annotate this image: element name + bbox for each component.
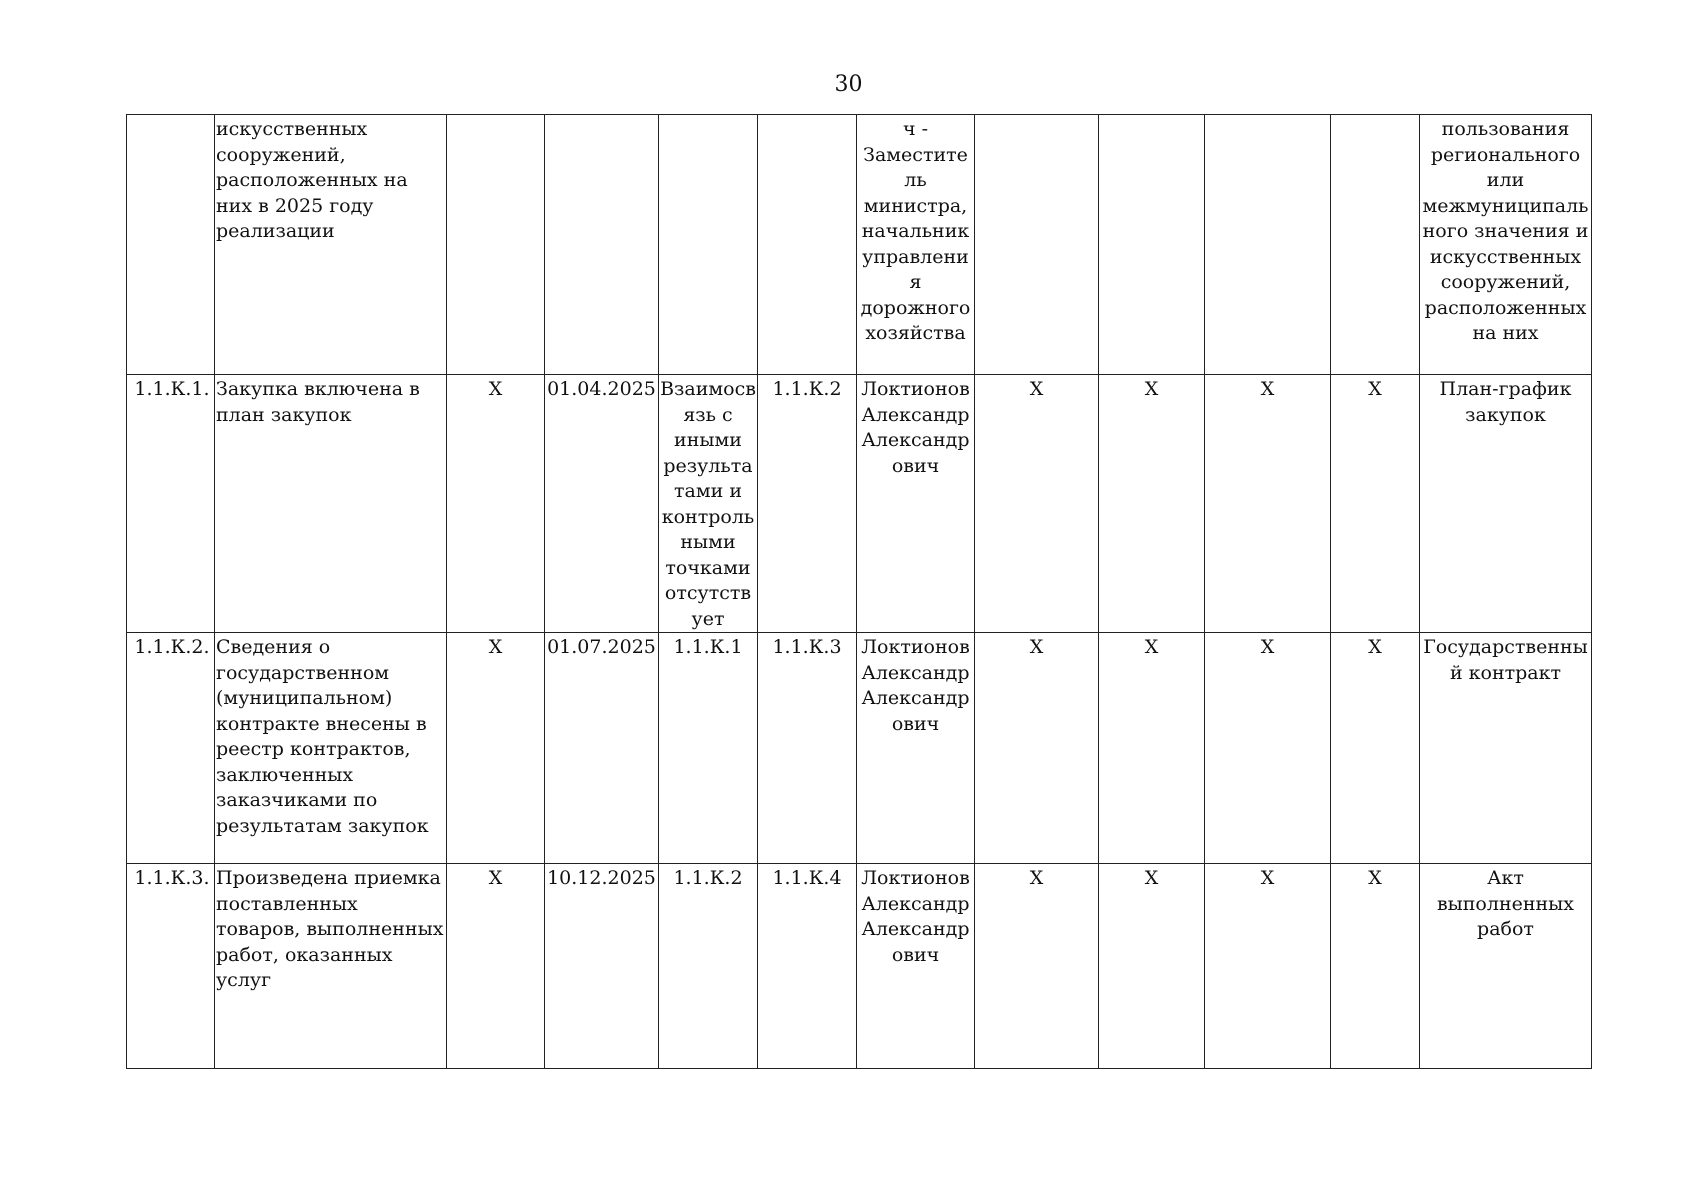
row-name-cell: Закупка включена в план закупок — [215, 375, 447, 633]
row-date-cell — [545, 115, 659, 375]
row-responsible-cell: ч - Заместитель министра, начальник управления дорожного хозяйства — [857, 115, 975, 375]
row-id-cell: 1.1.К.1. — [127, 375, 215, 633]
control-points-table — [126, 114, 1592, 1069]
row-document-cell: План-график закупок — [1420, 375, 1592, 633]
row-responsible-cell: Локтионов Александр Александрович — [857, 864, 975, 1069]
row-responsible-cell: Локтионов Александр Александрович — [857, 375, 975, 633]
row-successor-cell: 1.1.К.2 — [758, 375, 857, 633]
row-predecessor-cell: Взаимосвязь с иными результатами и контрольными точками отсутствует — [659, 375, 758, 633]
row-name-cell: Произведена приемка поставленных товаров, выполненных работ, оказанных услуг — [215, 864, 447, 1069]
row-col9-cell: Х — [1099, 633, 1205, 864]
row-name-cell: искусственных сооружений, расположенных на них в 2025 году реализации — [215, 115, 447, 375]
row-date-cell: 01.04.2025 — [545, 375, 659, 633]
row-col10-cell: Х — [1205, 375, 1331, 633]
row-col10-cell: Х — [1205, 864, 1331, 1069]
row-col10-cell: Х — [1205, 633, 1331, 864]
row-col8-cell: Х — [975, 864, 1099, 1069]
table-row — [127, 375, 1592, 633]
row-predecessor-cell: 1.1.К.1 — [659, 633, 758, 864]
table-row — [127, 864, 1592, 1069]
row-document-cell: Акт выполненных работ — [1420, 864, 1592, 1069]
row-date-cell: 01.07.2025 — [545, 633, 659, 864]
row-responsible-cell: Локтионов Александр Александрович — [857, 633, 975, 864]
row-predecessor-cell: 1.1.К.2 — [659, 864, 758, 1069]
table-row — [127, 115, 1592, 375]
row-document-cell: Государственный контракт — [1420, 633, 1592, 864]
row-col3-cell: Х — [447, 864, 545, 1069]
row-col3-cell: Х — [447, 375, 545, 633]
row-col3-cell — [447, 115, 545, 375]
row-date-cell: 10.12.2025 — [545, 864, 659, 1069]
row-id-cell: 1.1.К.2. — [127, 633, 215, 864]
row-col3-cell: Х — [447, 633, 545, 864]
row-col9-cell — [1099, 115, 1205, 375]
row-col9-cell: Х — [1099, 864, 1205, 1069]
row-col11-cell: Х — [1331, 864, 1420, 1069]
row-col10-cell — [1205, 115, 1331, 375]
row-col11-cell: Х — [1331, 375, 1420, 633]
row-col8-cell: Х — [975, 633, 1099, 864]
row-successor-cell: 1.1.К.3 — [758, 633, 857, 864]
row-id-cell — [127, 115, 215, 375]
row-col11-cell: Х — [1331, 633, 1420, 864]
row-col8-cell: Х — [975, 375, 1099, 633]
row-predecessor-cell — [659, 115, 758, 375]
row-id-cell: 1.1.К.3. — [127, 864, 215, 1069]
row-successor-cell: 1.1.К.4 — [758, 864, 857, 1069]
row-col9-cell: Х — [1099, 375, 1205, 633]
row-name-cell: Сведения о государственном (муниципальном) контракте внесены в реестр контрактов, заключенных заказчиками по результатам закупок — [215, 633, 447, 864]
row-col8-cell — [975, 115, 1099, 375]
table-row — [127, 633, 1592, 864]
row-document-cell: пользования регионального или межмуниципального значения и искусственных сооружений, расположенных на них — [1420, 115, 1592, 375]
row-successor-cell — [758, 115, 857, 375]
page-number: 30 — [834, 72, 863, 97]
row-col11-cell — [1331, 115, 1420, 375]
